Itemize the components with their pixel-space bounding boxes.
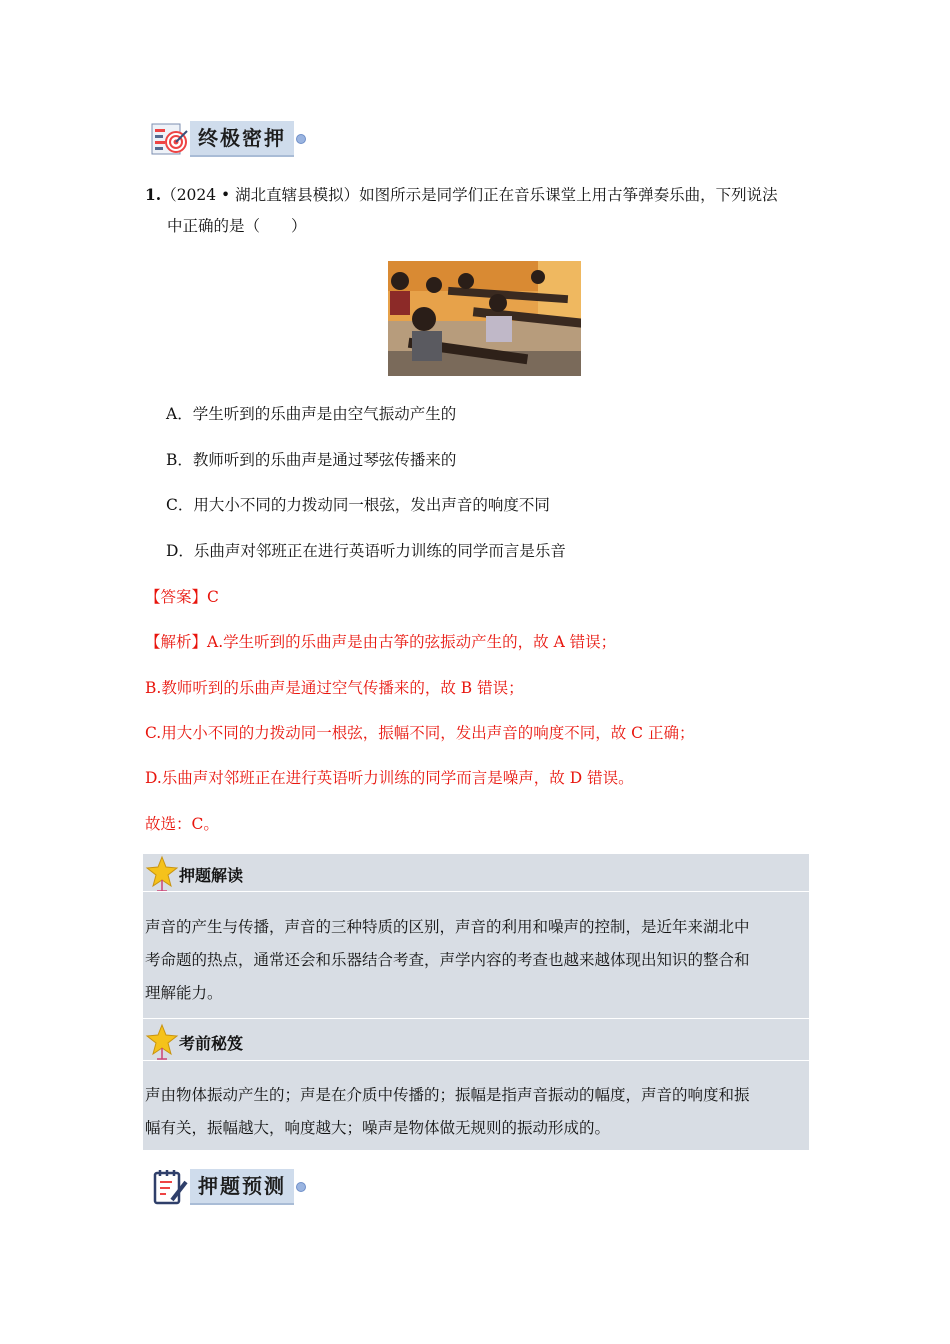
panel-heading-1-text: 押题解读 bbox=[179, 865, 244, 885]
students-playing-guzheng-photo bbox=[388, 261, 581, 376]
analysis-line-5: 故选：C。 bbox=[145, 815, 219, 833]
option-a: A．学生听到的乐曲声是由空气振动产生的 bbox=[166, 405, 457, 423]
panel-body-2 bbox=[145, 1079, 807, 1145]
panel-heading-1 bbox=[145, 856, 243, 892]
panel-body-1-line: 理解能力。 bbox=[145, 984, 223, 1002]
question-line-1 bbox=[145, 181, 778, 209]
analysis-label: 【解析】 bbox=[145, 633, 208, 651]
answer-label: 【答案】 bbox=[145, 588, 208, 606]
option-b: B．教师听到的乐曲声是通过琴弦传播来的 bbox=[166, 451, 457, 469]
section-banner-bottom bbox=[152, 1168, 306, 1206]
star-icon bbox=[145, 855, 179, 893]
panel-heading-2 bbox=[145, 1024, 243, 1060]
analysis-line-2: B.教师听到的乐曲声是通过空气传播来的，故 B 错误； bbox=[145, 679, 524, 697]
banner-title: 押题预测 bbox=[190, 1169, 294, 1205]
target-icon bbox=[150, 120, 190, 158]
star-icon bbox=[145, 1023, 179, 1061]
panel-body-1-line: 声音的产生与传播，声音的三种特质的区别，声音的利用和噪声的控制，是近年来湖北中 bbox=[145, 918, 750, 936]
question-number: 1. bbox=[145, 185, 162, 204]
panel-body-2-line: 声由物体振动产生的；声是在介质中传播的；振幅是指声音振动的幅度，声音的响度和振 bbox=[145, 1086, 750, 1104]
option-c: C．用大小不同的力拨动同一根弦，发出声音的响度不同 bbox=[166, 496, 550, 514]
section-banner-top bbox=[150, 120, 306, 158]
panel-body-1-line: 考命题的热点，通常还会和乐器结合考查，声学内容的考查也越来越体现出知识的整合和 bbox=[145, 951, 750, 969]
question-text-1: （2024 • 湖北直辖县模拟）如图所示是同学们正在音乐课堂上用古筝弹奏乐曲，下列说法 bbox=[161, 186, 778, 204]
question-text-2: 中正确的是（ ） bbox=[167, 217, 307, 235]
banner-title: 终极密押 bbox=[190, 121, 294, 157]
analysis-line-3: C.用大小不同的力拨动同一根弦，振幅不同，发出声音的响度不同，故 C 正确； bbox=[145, 724, 695, 742]
banner-dot bbox=[296, 134, 306, 144]
panel-body-2-line: 幅有关，振幅越大，响度越大；噪声是物体做无规则的振动形成的。 bbox=[145, 1119, 611, 1137]
tips-panel bbox=[143, 854, 809, 1150]
banner-dot bbox=[296, 1182, 306, 1192]
analysis-line-4: D.乐曲声对邻班正在进行英语听力训练的同学而言是噪声，故 D 错误。 bbox=[145, 769, 634, 787]
option-d: D．乐曲声对邻班正在进行英语听力训练的同学而言是乐音 bbox=[166, 542, 566, 560]
panel-heading-2-text: 考前秘笈 bbox=[179, 1033, 244, 1053]
answer-value: C bbox=[207, 588, 219, 606]
panel-body-1 bbox=[145, 911, 807, 1010]
analysis-text-1: A.学生听到的乐曲声是由古筝的弦振动产生的，故 A 错误； bbox=[207, 633, 617, 651]
analysis-line-1 bbox=[145, 630, 616, 652]
answer bbox=[145, 585, 219, 607]
notepad-pen-icon bbox=[152, 1168, 190, 1206]
